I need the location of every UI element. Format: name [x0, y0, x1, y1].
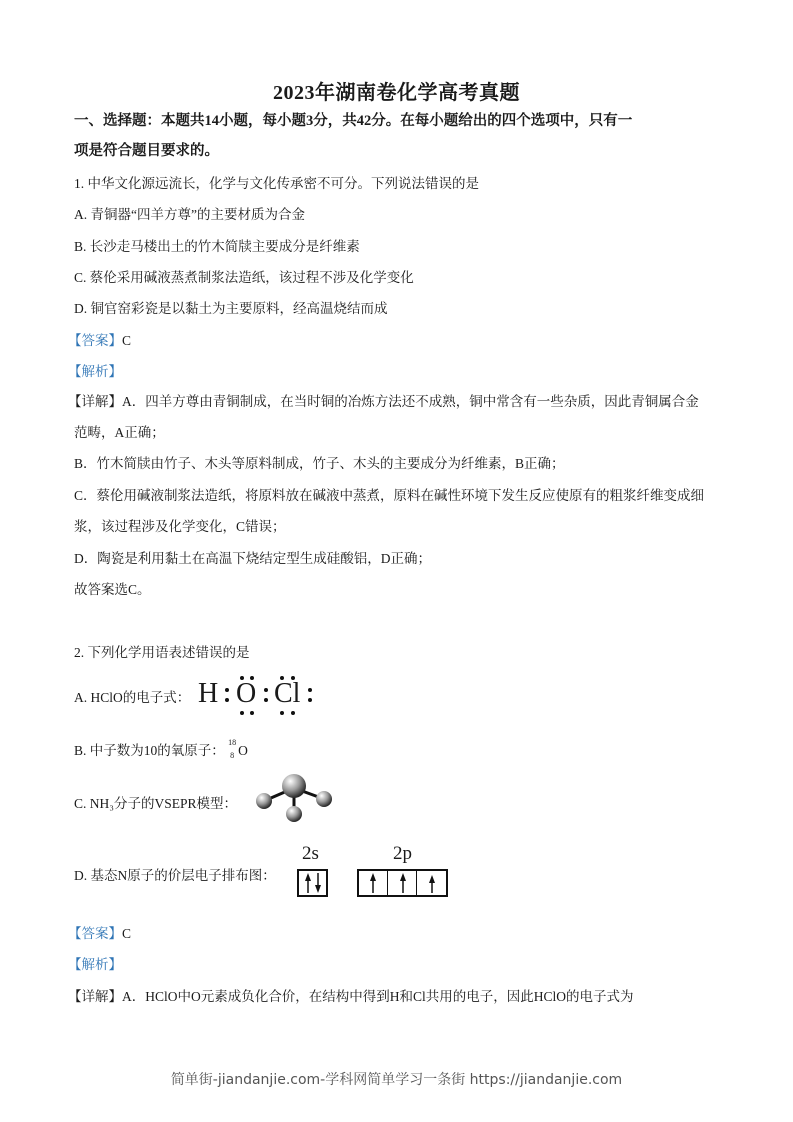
nh3-vsepr-model-icon [252, 773, 338, 825]
question-1-option-c: C. 蔡伦采用碱液蒸煮制浆法造纸，该过程不涉及化学变化 [74, 270, 414, 285]
question-1-detail-line-2: 范畴，A正确； [74, 425, 165, 440]
orbital-2s-label: 2s [302, 843, 319, 864]
question-1-detail-line-4: C．蔡伦用碱液制浆法造纸，将原料放在碱液中蒸煮，原料在碱性环境下发生反应使原有的粗浆纤维变成细 [74, 488, 705, 503]
question-2-analysis-tag [68, 953, 122, 973]
question-1-analysis-tag [68, 360, 122, 380]
question-1-option-a: A. 青铜器“四羊方尊”的主要材质为合金 [74, 207, 305, 222]
analysis-tag: 【解析】 [68, 364, 122, 379]
orbital-2s-box [297, 869, 328, 897]
orbital-2p-label: 2p [393, 843, 412, 864]
option-b-label: B. 中子数为10的氧原子： [74, 743, 225, 758]
mass-number: 18 [228, 737, 237, 747]
question-2-detail-line [68, 985, 634, 1005]
question-2-answer [68, 922, 131, 942]
atom-o: O [236, 678, 257, 709]
spin-pair-arrows-icon [299, 871, 326, 895]
question-1-detail-line-1 [68, 390, 699, 410]
answer-tag: 【答案】 [68, 333, 122, 348]
spin-up-arrows-icon [359, 871, 446, 895]
question-2-option-c-label: C. NH₃分子的VSEPR模型： [74, 796, 237, 811]
atomic-number: 8 [230, 750, 235, 760]
question-1-detail-line-6: D．陶瓷是利用黏土在高温下烧结定型生成硅酸铝，D正确； [74, 551, 431, 566]
question-2-option-b [74, 739, 248, 759]
detail-tag: 【详解】 [68, 989, 122, 1004]
question-1-option-d: D. 铜官窑彩瓷是以黏土为主要原料，经高温烧结而成 [74, 301, 388, 316]
question-2-option-a-label: A. HClO的电子式： [74, 690, 191, 705]
answer-value: C [122, 926, 132, 941]
question-1-answer [68, 329, 131, 349]
question-1-stem: 1. 中华文化源远流长，化学与文化传承密不可分。下列说法错误的是 [74, 176, 479, 191]
question-2-stem: 2. 下列化学用语表述错误的是 [74, 645, 250, 660]
atom-cl: Cl [274, 678, 301, 709]
page-title: 2023年湖南卷化学高考真题 [273, 82, 520, 104]
answer-value: C [122, 333, 132, 348]
isotope-notation [228, 737, 238, 760]
question-1-option-b: B. 长沙走马楼出土的竹木简牍主要成分是纤维素 [74, 239, 360, 254]
answer-tag: 【答案】 [68, 926, 122, 941]
detail-tag: 【详解】 [68, 394, 122, 409]
question-2-option-d-label: D. 基态N原子的价层电子排布图： [74, 868, 276, 883]
footer-watermark: 简单街-jiandanjie.com-学科网简单学习一条街 https://jiandanjie.com [170, 1072, 623, 1088]
question-1-detail-line-7: 故答案选C。 [74, 582, 151, 597]
section-heading-line2: 项是符合题目要求的。 [74, 143, 219, 159]
atom-h: H [198, 678, 219, 709]
detail-text: A．HClO中O元素成负化合价，在结构中得到H和Cl共用的电子，因此HClO的电子式为 [122, 989, 634, 1004]
element-symbol: O [238, 743, 248, 758]
orbital-2p-box [357, 869, 448, 897]
question-1-detail-line-5: 浆，该过程涉及化学变化，C错误； [74, 519, 286, 534]
detail-text: A．四羊方尊由青铜制成，在当时铜的冶炼方法还不成熟，铜中常含有一些杂质，因此青铜属合金 [122, 394, 699, 409]
question-1-detail-line-3: B．竹木简牍由竹子、木头等原料制成，竹子、木头的主要成分为纤维素，B正确； [74, 456, 565, 471]
analysis-tag: 【解析】 [68, 957, 122, 972]
section-heading-line1: 一、选择题：本题共14小题，每小题3分，共42分。在每小题给出的四个选项中，只有一 [74, 113, 633, 129]
